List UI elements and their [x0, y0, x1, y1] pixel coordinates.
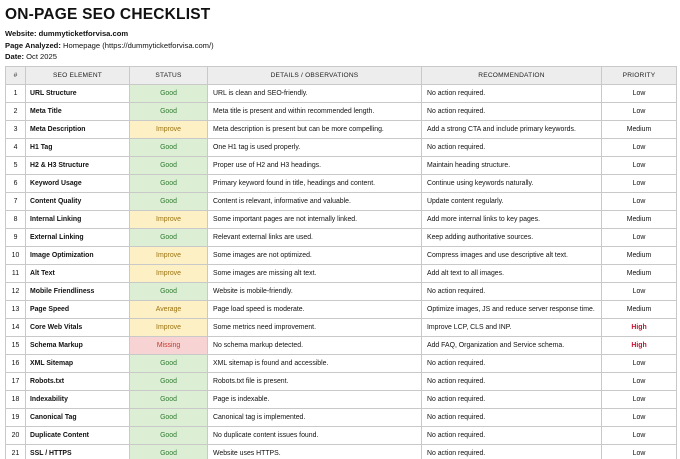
- header-seo-element: SEO ELEMENT: [26, 67, 130, 85]
- date-label: Date:: [5, 52, 24, 61]
- row-priority: Medium: [602, 211, 677, 229]
- row-number: 5: [6, 157, 26, 175]
- row-recommendation: No action required.: [422, 391, 602, 409]
- row-priority: Low: [602, 157, 677, 175]
- row-details: Page is indexable.: [208, 391, 422, 409]
- row-priority: High: [602, 337, 677, 355]
- row-priority: Low: [602, 283, 677, 301]
- row-seo-element: H2 & H3 Structure: [26, 157, 130, 175]
- row-details: Relevant external links are used.: [208, 229, 422, 247]
- row-priority: Medium: [602, 121, 677, 139]
- row-number: 14: [6, 319, 26, 337]
- row-seo-element: H1 Tag: [26, 139, 130, 157]
- row-seo-element: Page Speed: [26, 301, 130, 319]
- row-status-badge: Average: [130, 301, 208, 319]
- row-recommendation: No action required.: [422, 85, 602, 103]
- row-details: Content is relevant, informative and valuable.: [208, 193, 422, 211]
- table-row: [6, 121, 677, 139]
- row-status-badge: Improve: [130, 319, 208, 337]
- row-status-badge: Good: [130, 157, 208, 175]
- row-recommendation: Add more internal links to key pages.: [422, 211, 602, 229]
- row-recommendation: Compress images and use descriptive alt text.: [422, 247, 602, 265]
- website-label: Website:: [5, 29, 37, 38]
- row-status-badge: Good: [130, 355, 208, 373]
- row-number: 4: [6, 139, 26, 157]
- row-priority: Medium: [602, 301, 677, 319]
- row-status-badge: Good: [130, 103, 208, 121]
- row-number: 1: [6, 85, 26, 103]
- date-value: Oct 2025: [26, 52, 57, 61]
- table-row: [6, 103, 677, 121]
- row-priority: Medium: [602, 265, 677, 283]
- row-status-badge: Good: [130, 427, 208, 445]
- row-details: Some images are not optimized.: [208, 247, 422, 265]
- table-row: [6, 139, 677, 157]
- seo-checklist-table: [5, 66, 677, 459]
- table-row: [6, 409, 677, 427]
- table-row: [6, 355, 677, 373]
- row-status-badge: Improve: [130, 121, 208, 139]
- page-analyzed-value: Homepage (https://dummyticketforvisa.com/): [62, 41, 214, 50]
- row-recommendation: Keep adding authoritative sources.: [422, 229, 602, 247]
- row-priority: Low: [602, 175, 677, 193]
- row-number: 6: [6, 175, 26, 193]
- table-header-row: [6, 67, 677, 85]
- row-details: Some important pages are not internally linked.: [208, 211, 422, 229]
- row-seo-element: Robots.txt: [26, 373, 130, 391]
- row-seo-element: Schema Markup: [26, 337, 130, 355]
- page-title: ON-PAGE SEO CHECKLIST: [5, 6, 211, 23]
- row-status-badge: Good: [130, 283, 208, 301]
- row-recommendation: Add alt text to all images.: [422, 265, 602, 283]
- row-status-badge: Good: [130, 373, 208, 391]
- row-details: Meta title is present and within recommended length.: [208, 103, 422, 121]
- row-priority: Medium: [602, 247, 677, 265]
- row-status-badge: Good: [130, 175, 208, 193]
- header-details: DETAILS / OBSERVATIONS: [208, 67, 422, 85]
- row-priority: Low: [602, 229, 677, 247]
- row-seo-element: External Linking: [26, 229, 130, 247]
- row-priority: Low: [602, 193, 677, 211]
- row-status-badge: Improve: [130, 211, 208, 229]
- row-priority: Low: [602, 355, 677, 373]
- row-number: 9: [6, 229, 26, 247]
- row-recommendation: Improve LCP, CLS and INP.: [422, 319, 602, 337]
- table-row: [6, 373, 677, 391]
- row-number: 16: [6, 355, 26, 373]
- table-row: [6, 157, 677, 175]
- row-details: Primary keyword found in title, headings and content.: [208, 175, 422, 193]
- row-priority: Low: [602, 139, 677, 157]
- row-number: 17: [6, 373, 26, 391]
- row-status-badge: Good: [130, 193, 208, 211]
- row-seo-element: Content Quality: [26, 193, 130, 211]
- row-seo-element: Internal Linking: [26, 211, 130, 229]
- table-row: [6, 445, 677, 459]
- row-recommendation: No action required.: [422, 427, 602, 445]
- row-details: Robots.txt file is present.: [208, 373, 422, 391]
- row-status-badge: Improve: [130, 265, 208, 283]
- row-number: 3: [6, 121, 26, 139]
- row-number: 7: [6, 193, 26, 211]
- row-seo-element: SSL / HTTPS: [26, 445, 130, 459]
- table-row: [6, 283, 677, 301]
- row-seo-element: Meta Title: [26, 103, 130, 121]
- row-seo-element: URL Structure: [26, 85, 130, 103]
- website-value: dummyticketforvisa.com: [38, 29, 129, 38]
- row-number: 21: [6, 445, 26, 459]
- row-status-badge: Good: [130, 229, 208, 247]
- row-seo-element: Canonical Tag: [26, 409, 130, 427]
- row-details: One H1 tag is used properly.: [208, 139, 422, 157]
- row-number: 18: [6, 391, 26, 409]
- row-details: XML sitemap is found and accessible.: [208, 355, 422, 373]
- row-recommendation: No action required.: [422, 283, 602, 301]
- row-priority: Low: [602, 373, 677, 391]
- row-priority: Low: [602, 85, 677, 103]
- row-details: Website uses HTTPS.: [208, 445, 422, 459]
- table-row: [6, 265, 677, 283]
- row-status-badge: Good: [130, 409, 208, 427]
- row-details: No duplicate content issues found.: [208, 427, 422, 445]
- table-row: [6, 247, 677, 265]
- row-details: Canonical tag is implemented.: [208, 409, 422, 427]
- row-recommendation: No action required.: [422, 139, 602, 157]
- table-row: [6, 85, 677, 103]
- row-number: 12: [6, 283, 26, 301]
- row-number: 10: [6, 247, 26, 265]
- page-analyzed-line: [5, 40, 214, 51]
- row-details: Some images are missing alt text.: [208, 265, 422, 283]
- row-status-badge: Good: [130, 445, 208, 459]
- row-seo-element: Meta Description: [26, 121, 130, 139]
- website-line: [5, 28, 128, 39]
- table-row: [6, 427, 677, 445]
- row-priority: Low: [602, 409, 677, 427]
- row-recommendation: Maintain heading structure.: [422, 157, 602, 175]
- row-number: 19: [6, 409, 26, 427]
- table-row: [6, 193, 677, 211]
- table-row: [6, 211, 677, 229]
- row-number: 11: [6, 265, 26, 283]
- page-analyzed-label: Page Analyzed:: [5, 41, 61, 50]
- row-details: Proper use of H2 and H3 headings.: [208, 157, 422, 175]
- table-row: [6, 301, 677, 319]
- header-number: #: [6, 67, 26, 85]
- row-number: 2: [6, 103, 26, 121]
- row-seo-element: Image Optimization: [26, 247, 130, 265]
- row-details: Some metrics need improvement.: [208, 319, 422, 337]
- row-seo-element: Duplicate Content: [26, 427, 130, 445]
- row-seo-element: Mobile Friendliness: [26, 283, 130, 301]
- row-recommendation: Update content regularly.: [422, 193, 602, 211]
- row-priority: Low: [602, 427, 677, 445]
- row-recommendation: No action required.: [422, 373, 602, 391]
- table-row: [6, 337, 677, 355]
- row-priority: High: [602, 319, 677, 337]
- row-status-badge: Improve: [130, 247, 208, 265]
- row-number: 20: [6, 427, 26, 445]
- table-row: [6, 319, 677, 337]
- row-number: 8: [6, 211, 26, 229]
- row-seo-element: XML Sitemap: [26, 355, 130, 373]
- row-recommendation: Add FAQ, Organization and Service schema.: [422, 337, 602, 355]
- header-status: STATUS: [130, 67, 208, 85]
- row-status-badge: Good: [130, 139, 208, 157]
- row-seo-element: Indexability: [26, 391, 130, 409]
- row-status-badge: Good: [130, 391, 208, 409]
- row-status-badge: Missing: [130, 337, 208, 355]
- row-recommendation: Optimize images, JS and reduce server response time.: [422, 301, 602, 319]
- row-seo-element: Keyword Usage: [26, 175, 130, 193]
- table-body: [6, 85, 677, 459]
- row-number: 15: [6, 337, 26, 355]
- row-number: 13: [6, 301, 26, 319]
- row-details: URL is clean and SEO-friendly.: [208, 85, 422, 103]
- row-seo-element: Alt Text: [26, 265, 130, 283]
- header-priority: PRIORITY: [602, 67, 677, 85]
- row-details: Page load speed is moderate.: [208, 301, 422, 319]
- row-recommendation: No action required.: [422, 445, 602, 459]
- row-priority: Low: [602, 445, 677, 459]
- table-row: [6, 229, 677, 247]
- row-priority: Low: [602, 391, 677, 409]
- table-row: [6, 391, 677, 409]
- row-status-badge: Good: [130, 85, 208, 103]
- row-priority: Low: [602, 103, 677, 121]
- row-recommendation: No action required.: [422, 409, 602, 427]
- row-details: No schema markup detected.: [208, 337, 422, 355]
- row-recommendation: Add a strong CTA and include primary keywords.: [422, 121, 602, 139]
- row-recommendation: Continue using keywords naturally.: [422, 175, 602, 193]
- date-line: [5, 51, 57, 62]
- table-row: [6, 175, 677, 193]
- row-seo-element: Core Web Vitals: [26, 319, 130, 337]
- row-recommendation: No action required.: [422, 103, 602, 121]
- row-recommendation: No action required.: [422, 355, 602, 373]
- header-recommendation: RECOMMENDATION: [422, 67, 602, 85]
- row-details: Meta description is present but can be more compelling.: [208, 121, 422, 139]
- row-details: Website is mobile-friendly.: [208, 283, 422, 301]
